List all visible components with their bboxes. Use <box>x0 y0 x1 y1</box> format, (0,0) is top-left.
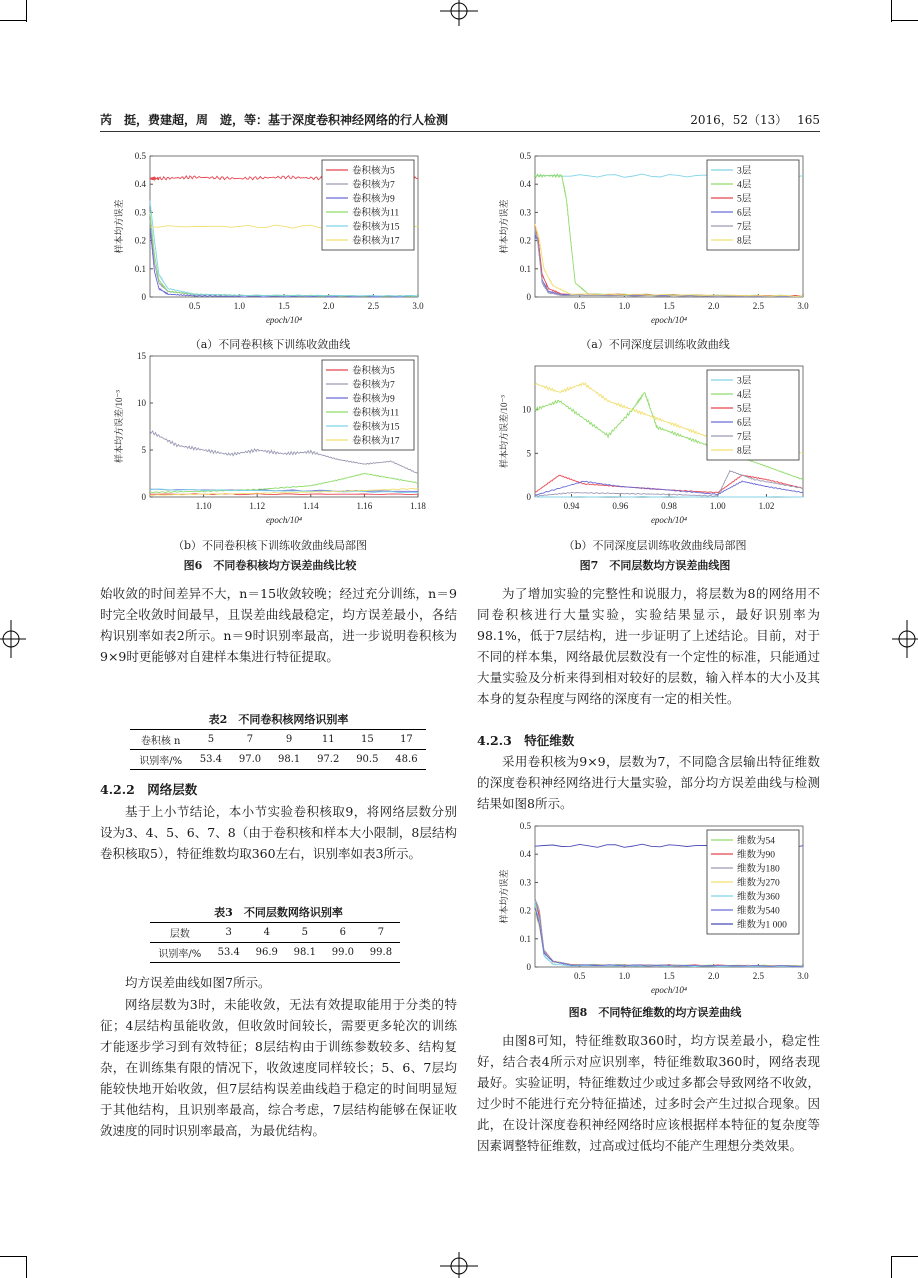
figure-7b <box>495 358 815 533</box>
y-tick-label: 0.3 <box>134 207 146 218</box>
y-tick-label: 0 <box>141 492 146 502</box>
y-tick-label: 0.4 <box>519 849 531 860</box>
figure-6a <box>110 148 430 333</box>
x-tick-label: 1.12 <box>249 501 266 511</box>
table-3-head-cell: 层数 <box>150 923 210 943</box>
legend-label: 维数为360 <box>737 892 780 903</box>
y-tick-label: 0.4 <box>134 179 146 190</box>
x-axis-label: epoch/10⁴ <box>265 315 303 325</box>
table-3-head-cell: 5 <box>286 923 324 943</box>
x-tick-label: 1.02 <box>758 501 775 511</box>
legend-label: 卷积核为7 <box>352 380 395 391</box>
left-paragraph-1-text: 始收敛的时间差异不大，n＝15收敛较晚；经过充分训练，n＝9时完全收敛时间最早，且误差曲线最稳定，均方误差最小，各结构识别率如表2所示。n＝9时识别率最高，进一步说明卷积核为9×9时更能够对自建样本集进行特征提取。 <box>100 586 457 664</box>
legend-label: 卷积核为11 <box>352 208 400 219</box>
right-paragraph-1 <box>477 583 820 709</box>
legend-label: 8层 <box>737 446 752 457</box>
table-2-cell: 97.0 <box>230 750 269 770</box>
figure-7a-caption: （a）不同深度层训练收敛曲线 <box>580 338 730 351</box>
y-tick-label: 0.3 <box>519 207 531 218</box>
y-tick-label: 0.5 <box>519 151 531 161</box>
table-3-head-cell: 3 <box>210 923 248 943</box>
table-2-head-cell: 5 <box>191 730 230 750</box>
table-2-head-cell: 7 <box>230 730 269 750</box>
x-tick-label: 3.0 <box>412 301 424 311</box>
x-tick-label: 1.5 <box>663 301 675 311</box>
x-tick-label: 2.0 <box>708 971 720 981</box>
right-paragraph-3-text: 由图8可知，特征维数取360时，均方误差最小，稳定性好，结合表4所示对应识别率，特征维数取360时，网络表现最好。实验证明，特征维数过少或过多都会导致网络不收敛，过少时不能进行充分特征描述，过多时会产生过拟合现象。因此，在设计深度卷积神经网络时应该根据样本特征的复杂度等因素调整特征维数，过高或过低均不能产生理想分类效果。 <box>477 1033 820 1153</box>
legend-label: 卷积核为15 <box>352 422 400 433</box>
legend-box <box>707 370 799 460</box>
right-paragraph-2-text: 采用卷积核为9×9，层数为7，不同隐含层输出特征维数的深度卷积神经网络进行大量实验，部分均方误差曲线与检测结果如图8所示。 <box>477 754 820 811</box>
x-tick-label: 2.0 <box>708 301 720 311</box>
x-axis-label: epoch/10⁴ <box>265 515 303 525</box>
x-tick-label: 1.0 <box>618 971 630 981</box>
x-tick-label: 3.0 <box>797 971 809 981</box>
y-tick-label: 0.5 <box>519 821 531 831</box>
left-paragraph-3 <box>100 972 457 993</box>
table-2-head-cell: 17 <box>387 730 426 750</box>
table-3-header-row <box>150 923 400 943</box>
series-line <box>535 497 803 498</box>
table-3 <box>150 922 400 963</box>
legend-label: 5层 <box>737 404 752 415</box>
left-paragraph-2 <box>100 801 457 864</box>
legend-label: 维数为270 <box>737 878 780 889</box>
legend-label: 卷积核为17 <box>352 236 400 247</box>
legend-label: 卷积核为17 <box>352 436 400 447</box>
legend-label: 6层 <box>737 418 752 429</box>
y-tick-label: 0.1 <box>519 263 531 274</box>
x-tick-label: 1.00 <box>709 501 726 511</box>
figure-8-title: 图8 不同特征维数的均方误差曲线 <box>568 1006 742 1019</box>
legend-label: 维数为90 <box>737 850 776 861</box>
table-2-cell: 53.4 <box>191 750 230 770</box>
legend-box <box>707 160 799 250</box>
y-tick-label: 0.4 <box>519 179 531 190</box>
legend-label: 维数为540 <box>737 906 780 917</box>
x-tick-label: 3.0 <box>797 301 809 311</box>
x-axis-label: epoch/10⁴ <box>650 315 688 325</box>
legend-label: 6层 <box>737 208 752 219</box>
legend-label: 3层 <box>737 166 752 177</box>
legend-label: 卷积核为5 <box>352 366 395 377</box>
legend-label: 7层 <box>737 222 752 233</box>
right-paragraph-1-text: 为了增加实验的完整性和说服力，将层数为8的网络用不同卷积核进行大量实验，实验结果显示，最好识别率为98.1%，低于7层结构，进一步证明了上述结论。目前，对于不同的样本集，网络最优层数没有一个定性的标准，只能通过大量实验及分析来得到相对较好的层数，输入样本的大小及其本身的复杂程度与网络的深度有一定的相关性。 <box>477 586 820 706</box>
table-2-cell: 98.1 <box>270 750 309 770</box>
y-tick-label: 5 <box>526 448 531 459</box>
table-2-cell: 97.2 <box>309 750 348 770</box>
left-paragraph-4 <box>100 994 457 1141</box>
x-axis-label: epoch/10⁴ <box>650 515 688 525</box>
legend-label: 4层 <box>737 180 752 191</box>
y-tick-label: 0 <box>526 292 531 302</box>
x-tick-label: 1.0 <box>233 301 245 311</box>
header-volume-page: 2016，52（13） 165 <box>690 113 820 127</box>
y-tick-label: 0.2 <box>519 905 531 916</box>
x-tick-label: 0.5 <box>189 301 201 311</box>
legend-label: 维数为180 <box>737 864 780 875</box>
figure-6a-caption: （a）不同卷积核下训练收敛曲线 <box>189 338 351 351</box>
table-2-title: 表2 不同卷积核网络识别率 <box>208 713 349 726</box>
legend-label: 卷积核为5 <box>352 166 395 177</box>
legend-label: 7层 <box>737 432 752 443</box>
y-axis-label: 样本均方误差/10⁻³ <box>499 395 509 468</box>
table-2-cell: 识别率/% <box>130 750 191 770</box>
y-tick-label: 0 <box>526 962 531 972</box>
table-2-head-cell: 15 <box>348 730 387 750</box>
table-2-header-row <box>130 730 426 750</box>
x-tick-label: 1.10 <box>195 501 212 511</box>
right-paragraph-3 <box>477 1030 820 1156</box>
legend-label: 4层 <box>737 390 752 401</box>
table-3-head-cell: 7 <box>362 923 400 943</box>
y-tick-label: 0.2 <box>134 235 146 246</box>
table-2-head-cell: 9 <box>270 730 309 750</box>
y-tick-label: 10 <box>137 398 146 408</box>
x-tick-label: 1.16 <box>356 501 373 511</box>
legend-label: 卷积核为9 <box>352 194 395 205</box>
y-axis-label: 样本均方误差 <box>114 199 124 254</box>
x-tick-label: 1.14 <box>302 501 319 511</box>
x-axis-label: epoch/10⁴ <box>650 985 688 995</box>
x-tick-label: 1.5 <box>278 301 290 311</box>
figure-7a <box>495 148 815 333</box>
legend-label: 3层 <box>737 376 752 387</box>
y-axis-label: 样本均方误差 <box>499 869 509 924</box>
table-3-head-cell: 6 <box>324 923 362 943</box>
left-paragraph-4-text: 网络层数为3时，未能收敛，无法有效提取能用于分类的特征；4层结构虽能收敛，但收敛时间较长，需要更多轮次的训练才能逐步学习到有效特征；8层结构由于训练参数较多、结构复杂，在训练集有限的情况下，收敛速度同样较长；5、6、7层均能较快地开始收敛，但7层结构误差曲线趋于稳定的时间明显短于其他结构，且识别率最高，综合考虑，7层结构能够在保证收敛速度的同时识别率最高，为最优结构。 <box>100 997 457 1138</box>
table-3-cell: 99.0 <box>324 943 362 963</box>
legend-label: 卷积核为9 <box>352 394 395 405</box>
y-axis-label: 样本均方误差 <box>499 199 509 254</box>
figure-7-title: 图7 不同层数均方误差曲线图 <box>579 559 731 572</box>
table-3-cell: 96.9 <box>248 943 286 963</box>
figure-6b <box>110 348 430 533</box>
legend-label: 5层 <box>737 194 752 205</box>
x-tick-label: 0.5 <box>574 301 586 311</box>
legend-label: 维数为1 000 <box>737 920 787 931</box>
table-2-head-cell: 卷积核 n <box>130 730 191 750</box>
left-paragraph-2-text: 基于上小节结论，本小节实验卷积核取9，将网络层数分别设为3、4、5、6、7、8（由于卷积核和样本大小限制，8层结构卷积核取5），特征维数均取360左右，识别率如表3所示。 <box>100 804 457 861</box>
x-tick-label: 0.94 <box>563 501 580 511</box>
left-paragraph-1 <box>100 583 457 667</box>
header-authors-title: 芮 挺，费建超，周 遊，等：基于深度卷积神经网络的行人检测 <box>100 113 449 127</box>
table-3-title: 表3 不同层数网络识别率 <box>214 906 343 919</box>
y-tick-label: 0.2 <box>519 235 531 246</box>
y-tick-label: 15 <box>137 351 146 361</box>
table-3-cell: 99.8 <box>362 943 400 963</box>
table-2-cell: 90.5 <box>348 750 387 770</box>
x-tick-label: 0.96 <box>612 501 629 511</box>
section-4-2-3-heading: 4.2.3 特征维数 <box>477 733 575 748</box>
header-rule <box>100 131 820 132</box>
x-tick-label: 2.5 <box>752 971 764 981</box>
y-tick-label: 0.3 <box>519 877 531 888</box>
table-3-head-cell: 4 <box>248 923 286 943</box>
y-axis-label: 样本均方误差/10⁻³ <box>114 390 124 463</box>
y-tick-label: 10 <box>522 404 531 415</box>
table-2 <box>130 729 426 770</box>
figure-6b-caption: （b）不同卷积核下训练收敛曲线局部图 <box>172 539 368 552</box>
x-tick-label: 1.5 <box>663 971 675 981</box>
figure-8 <box>495 818 815 1003</box>
x-tick-label: 0.98 <box>661 501 677 511</box>
y-tick-label: 0.5 <box>134 151 146 161</box>
y-tick-label: 5 <box>141 445 146 455</box>
y-tick-label: 0 <box>141 292 146 302</box>
x-tick-label: 2.5 <box>752 301 764 311</box>
table-2-data-row <box>130 750 426 770</box>
legend-label: 8层 <box>737 236 752 247</box>
table-3-cell: 98.1 <box>286 943 324 963</box>
table-3-cell: 识别率/% <box>150 943 210 963</box>
legend-label: 卷积核为7 <box>352 180 395 191</box>
legend-label: 卷积核为11 <box>352 408 400 419</box>
figure-6-title: 图6 不同卷积核均方误差曲线比较 <box>183 559 357 572</box>
x-tick-label: 2.5 <box>367 301 379 311</box>
x-tick-label: 1.0 <box>618 301 630 311</box>
section-4-2-2-heading: 4.2.2 网络层数 <box>100 782 198 797</box>
x-tick-label: 2.0 <box>323 301 335 311</box>
right-paragraph-2 <box>477 751 820 814</box>
y-tick-label: 0 <box>526 492 531 502</box>
y-tick-label: 0.1 <box>519 933 531 944</box>
left-paragraph-3-text: 均方误差曲线如图7所示。 <box>125 975 271 990</box>
table-2-head-cell: 11 <box>309 730 348 750</box>
y-tick-label: 0.1 <box>134 263 146 274</box>
x-tick-label: 0.5 <box>574 971 586 981</box>
legend-label: 卷积核为15 <box>352 222 400 233</box>
legend-label: 维数为54 <box>737 836 776 847</box>
figure-7b-caption: （b）不同深度层训练收敛曲线局部图 <box>563 539 747 552</box>
table-3-cell: 53.4 <box>210 943 248 963</box>
table-3-data-row <box>150 943 400 963</box>
table-2-cell: 48.6 <box>387 750 426 770</box>
x-tick-label: 1.18 <box>410 501 426 511</box>
